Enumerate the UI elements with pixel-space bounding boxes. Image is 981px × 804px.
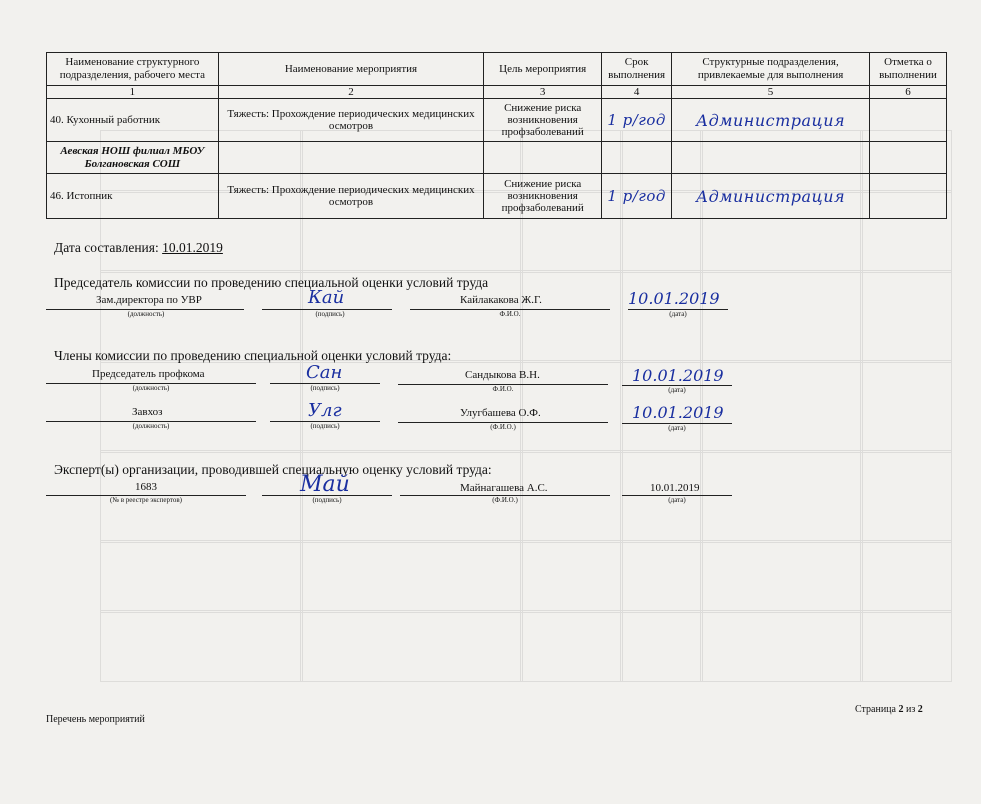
member-name: Улугбашева О.Ф. <box>460 407 541 419</box>
expert-date: 10.01.2019 <box>650 482 700 494</box>
caption-date: (дата) <box>669 310 687 318</box>
page-of: из <box>905 704 916 715</box>
page-label: Страница <box>855 704 896 715</box>
caption-signature: (подпись) <box>310 384 340 392</box>
caption-date: (дата) <box>668 424 686 432</box>
member-signature: Сан <box>306 362 343 383</box>
table-row <box>47 99 947 142</box>
caption-position: (должность) <box>132 422 170 430</box>
row-dept-handwritten: Администрация <box>695 110 846 130</box>
expert-name: Майнагашева А.С. <box>460 482 548 494</box>
caption-position: (должность) <box>132 384 170 392</box>
org-name-line1: Аевская НОШ филиал МБОУ <box>60 144 205 157</box>
header-term: Срок выполнения <box>602 53 672 86</box>
compiled-date-block <box>54 240 223 256</box>
caption-date: (дата) <box>668 386 686 394</box>
caption-registry: (№ в реестре экспертов) <box>109 496 183 504</box>
measures-table <box>46 52 947 219</box>
chairman-name: Кайлакакова Ж.Г. <box>460 294 542 306</box>
row-workplace: 46. Истопник <box>47 174 219 219</box>
expert-registry: 1683 <box>135 481 157 493</box>
row-mark <box>869 174 946 219</box>
row-term-handwritten: 1 р/год <box>607 111 666 129</box>
caption-signature: (подпись) <box>310 422 340 430</box>
caption-signature: (подпись) <box>312 496 342 504</box>
row-goal: Снижение риска возникновения профзаболеваний <box>484 174 602 219</box>
table-header-row <box>47 53 947 86</box>
caption-date: (дата) <box>668 496 686 504</box>
col-number: 2 <box>218 86 483 99</box>
member-position: Председатель профкома <box>92 368 205 380</box>
header-mark: Отметка о выполнении <box>869 53 946 86</box>
table-number-row <box>47 86 947 99</box>
col-number: 4 <box>602 86 672 99</box>
chairman-signature: Кай <box>308 287 345 308</box>
row-term-handwritten: 1 р/год <box>607 187 666 205</box>
row-goal: Снижение риска возникновения профзаболеваний <box>484 99 602 142</box>
chairman-heading: Председатель комиссии по проведению специальной оценки условий труда <box>54 275 489 290</box>
caption-signature: (подпись) <box>315 310 345 318</box>
chairman-date: 10.01.2019 <box>628 289 720 308</box>
row-mark <box>869 99 946 142</box>
compiled-date: 10.01.2019 <box>162 240 223 255</box>
caption-fio: (Ф.И.О.) <box>490 423 516 431</box>
header-goal: Цель мероприятия <box>484 53 602 86</box>
page-counter <box>855 704 923 715</box>
row-measure: Тяжесть: Прохождение периодических медицинских осмотров <box>218 99 483 142</box>
expert-signature: Май <box>300 472 350 497</box>
col-number: 5 <box>672 86 870 99</box>
org-name-line2: Болгановская СОШ <box>84 157 181 170</box>
row-dept-handwritten: Администрация <box>695 186 846 206</box>
col-number: 3 <box>484 86 602 99</box>
header-workplace: Наименование структурного подразделения, рабочего места <box>47 53 219 86</box>
caption-fio: Ф.И.О. <box>499 310 521 318</box>
page-current: 2 <box>898 704 904 715</box>
members-heading: Члены комиссии по проведению специальной оценки условий труда: <box>54 348 452 363</box>
header-measure: Наименование мероприятия <box>218 53 483 86</box>
caption-fio: (Ф.И.О.) <box>492 496 518 504</box>
chairman-position: Зам.директора по УВР <box>96 294 202 306</box>
member-position: Завхоз <box>132 406 163 418</box>
page-total: 2 <box>917 704 923 715</box>
caption-fio: Ф.И.О. <box>492 385 514 393</box>
member-date: 10.01.2019 <box>632 403 724 422</box>
row-measure: Тяжесть: Прохождение периодических медицинских осмотров <box>218 174 483 219</box>
caption-position: (должность) <box>127 310 165 318</box>
compiled-label: Дата составления: <box>54 240 159 255</box>
header-dept: Структурные подразделения, привлекаемые для выполнения <box>672 53 870 86</box>
footer-title: Перечень мероприятий <box>46 714 145 725</box>
row-workplace: 40. Кухонный работник <box>47 99 219 142</box>
member-date: 10.01.2019 <box>632 366 724 385</box>
expert-heading: Эксперт(ы) организации, проводившей специальную оценку условий труда: <box>54 462 492 477</box>
col-number: 1 <box>47 86 219 99</box>
col-number: 6 <box>869 86 946 99</box>
table-row <box>47 174 947 219</box>
member-name: Сандыкова В.Н. <box>465 369 540 381</box>
org-row <box>47 142 947 174</box>
member-signature: Улг <box>308 400 342 421</box>
